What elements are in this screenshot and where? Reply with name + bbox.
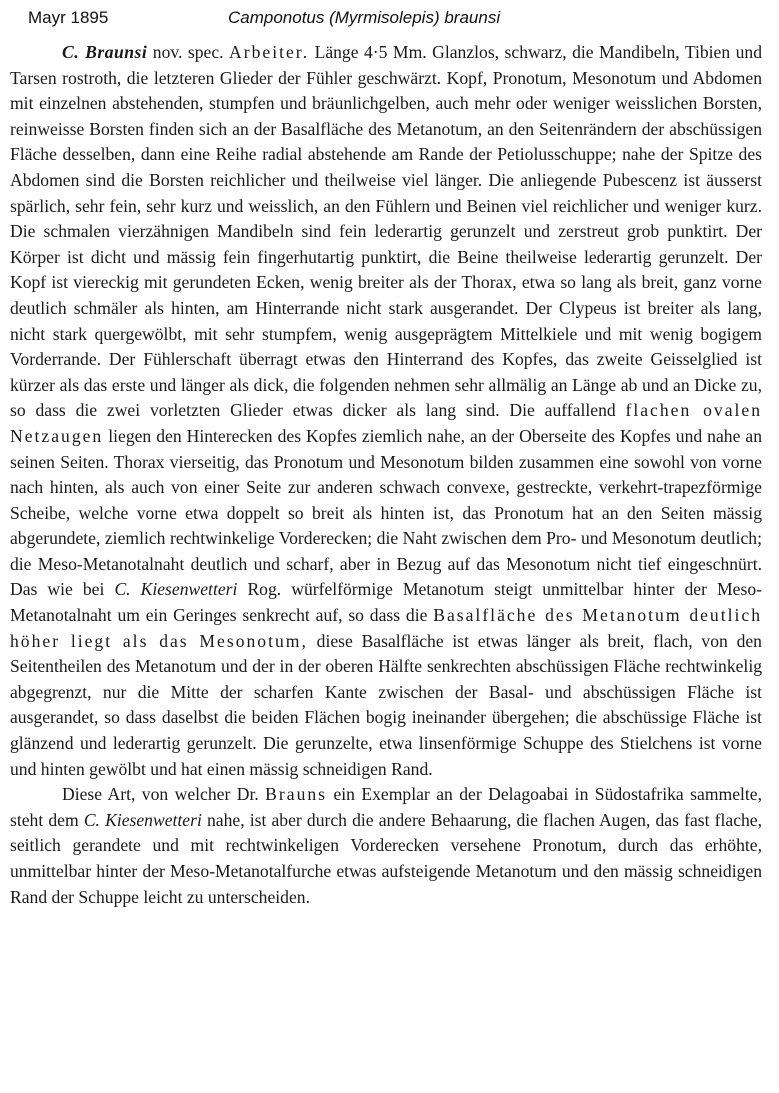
- description-paragraph: [10, 40, 762, 782]
- document-body: [10, 40, 762, 910]
- caste-label: Arbeiter.: [229, 42, 310, 62]
- text-run: Länge 4·5 Mm. Glanzlos, schwarz, die Mandibeln, Tibien und Tarsen rostroth, die letzteren Glieder der Fühler geschwärzt. Kopf, Pronotum, Mesonotum und Abdomen mit einzelnen abstehenden, stumpfen und bräunlichgelben, auch mehr oder weniger weisslichen Borsten, reinweisse Borsten finden sich an der Basalfläche des Metanotum, an den Seitenrändern der abschüssigen Fläche desselben, dann eine Reihe radial abstehende am Rande der Petiolusschuppe; nahe der Spitze des Abdomen sind die Borsten reichlicher und theilweise viel länger. Die anliegende Pubescenz ist äusserst spärlich, sehr fein, sehr kurz und weisslich, an den Fühlern und Beinen viel reichlicher und weniger kurz. Die schmalen vierzähnigen Mandibeln sind fein lederartig gerunzelt und zerstreut grob punktirt. Der Körper ist dicht und mässig fein fingerhutartig punktirt, die Beine theilweise lederartig gerunzelt. Der Kopf ist viereckig mit gerundeten Ecken, wenig breiter als der Thorax, etwa so lang als breit, ganz vorne deutlich schmäler als hinten, am Hinterrande nicht stark ausgerandet. Der Clypeus ist breiter als lang, nicht stark quergewölbt, mit sehr stumpfem, wenig ausgeprägtem Mittelkiele und mit wenig bogigem Vorderrande. Der Fühlerschaft überragt etwas den Hinterrand des Kopfes, das zweite Geisselglied ist kürzer als das erste und länger als dick, die folgenden nehmen sehr allmälig an Länge ab und an Dicke zu, so dass die zwei vorletzten Glieder etwas dicker als lang sind. Die auffallend: [10, 42, 762, 421]
- text-run: Diese Art, von welcher Dr.: [62, 784, 266, 805]
- text-run: ein Exemplar an der Delagoabai in Südostafrika sammelte, steht dem: [10, 784, 762, 830]
- collector-name: Brauns: [265, 784, 328, 805]
- text-run: Rog. würfelförmige Metanotum steigt unmittelbar hinter der Meso-Metanotalnaht um ein Geringes senkrecht auf, so dass die: [10, 579, 762, 626]
- emphasis-spaced: Basalfläche des Metanotum deutlich höher liegt als das Mesonotum,: [10, 605, 763, 651]
- text-run: nov. spec.: [147, 42, 230, 62]
- species-reference: C. Kiesenwetteri: [114, 579, 238, 600]
- text-run: nahe, ist aber durch die andere Behaarung, die flachen Augen, das fast flache, seitlich gerandete und mit rechtwinkeligen Vorderecken versehene Pronotum, durch das erhöhte, unmittelbar hinter der Meso-Metanotalfurche etwas aufsteigende Metanotum und den mässig schneidigen Rand der Schuppe leicht zu unterscheiden.: [10, 809, 763, 907]
- comparison-paragraph: [10, 782, 762, 910]
- species-reference: C. Kiesenwetteri: [83, 809, 202, 830]
- species-name: C. Braunsi: [62, 42, 148, 62]
- citation-label: Mayr 1895: [28, 8, 109, 27]
- taxon-title: Camponotus (Myrmisolepis) braunsi: [228, 8, 501, 27]
- emphasis-spaced: flachen ovalen Netzaugen: [10, 400, 762, 446]
- text-run: diese Basalfläche ist etwas länger als breit, flach, von den Seitentheilen des Metanotum und der in der oberen Hälfte senkrechten abschüssigen Fläche rechtwinkelig abgegrenzt, nur die Mitte der scharfen Kante zwischen der Basal- und abschüssigen Fläche ist ausgerandet, so dass daselbst die beiden Flächen bogig ineinander übergehen; die abschüssige Fläche ist glänzend und lederartig gerunzelt. Die gerunzelte, etwa linsenförmige Schuppe des Stielchens ist vorne und hinten gewölbt und hat einen mässig schneidigen Rand.: [10, 630, 762, 779]
- page-header: [28, 6, 768, 32]
- text-run: liegen den Hinterecken des Kopfes ziemlich nahe, an der Oberseite des Kopfes und nahe an seinen Seiten. Thorax vierseitig, das Pronotum und Mesonotum bilden zusammen eine sowohl von vorne nach hinten, als auch von einer Seite zur anderen schwach convexe, gestreckte, verkehrt-trapezförmige Scheibe, welche vorne etwa doppelt so breit als hinten ist, das Pronotum hat an den Seiten mässig abgerundete, ziemlich rechtwinkelige Vorderecken; die Naht zwischen dem Pro- und Mesonotum deutlich; die Meso-Metanotalnaht deutlich und scharf, aber in Bezug auf das Mesonotum nicht tief eingeschnürt. Das wie bei: [10, 425, 762, 600]
